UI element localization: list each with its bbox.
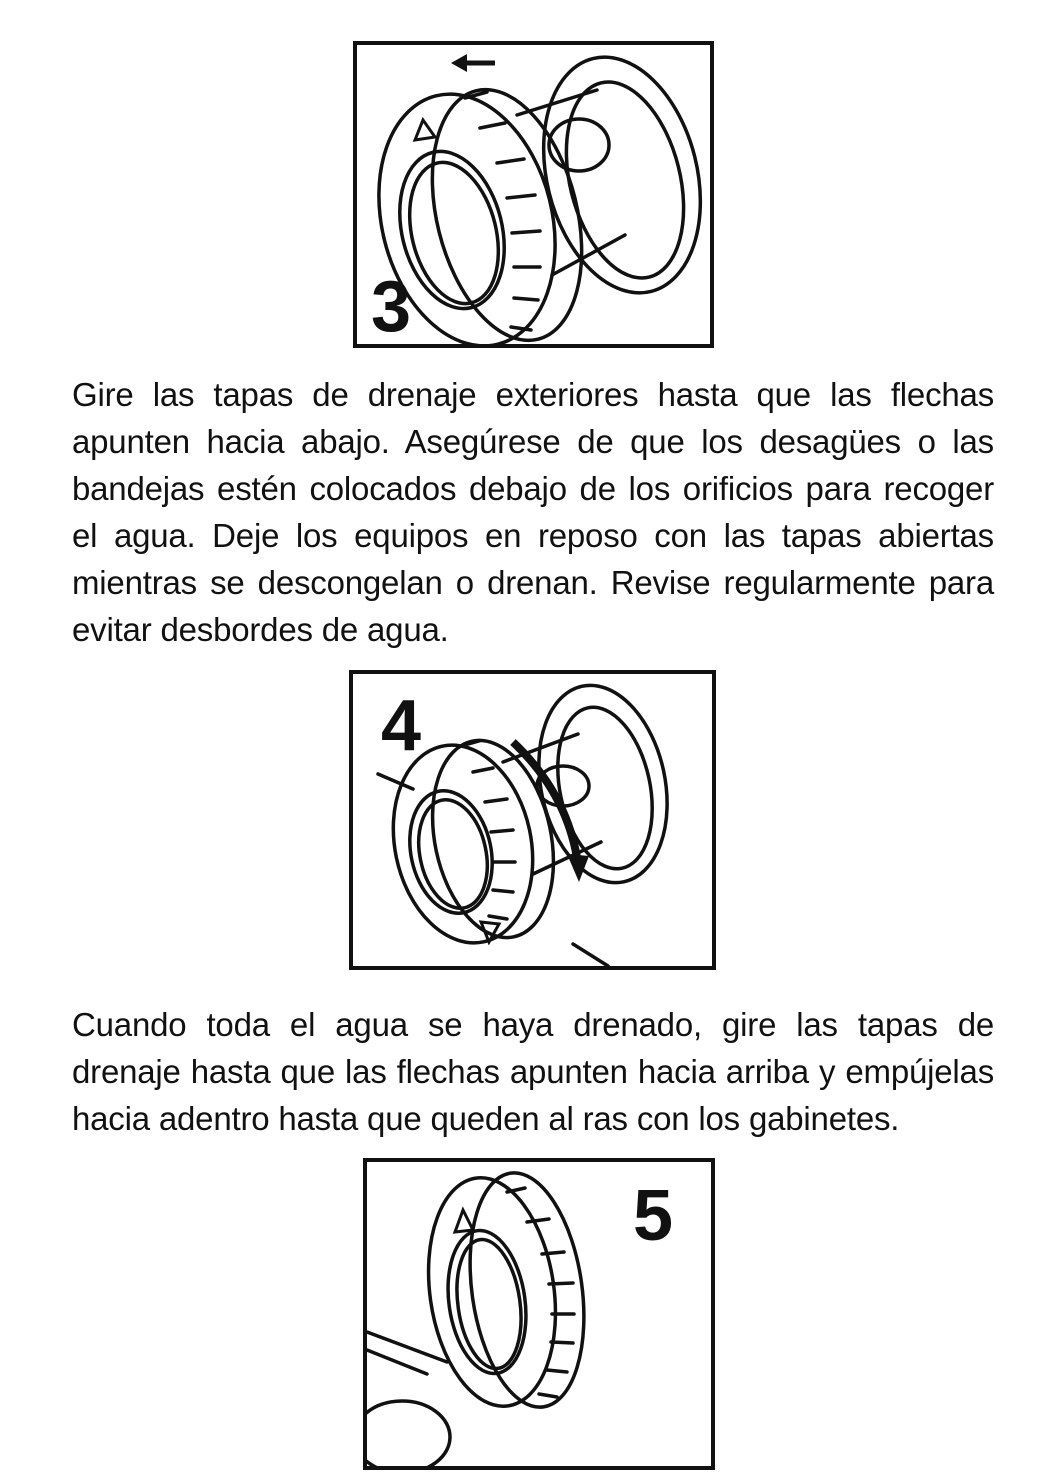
step-number: 3 [371,267,412,347]
step-number: 4 [381,686,422,766]
step-5-illustration-panel [363,1158,715,1470]
triangle-arrow-icon [455,1210,473,1232]
triangle-arrow-icon [415,120,435,140]
instruction-paragraph-step-3: Gire las tapas de drenaje exteriores hasta que las flechas apunten hacia abajo. Asegúrese de que los desagües o las bandejas estén colocados debajo de los orificios para recoger el agua. Deje los equipos en reposo con las tapas abiertas mientras se descongelan o drenan. Revise regularmente para evitar desbordes de agua. [72,376,994,648]
arrow-direction-icon [451,54,495,72]
step-number: 5 [633,1176,674,1256]
step-4-illustration-panel [349,670,716,970]
instruction-paragraph-step-4: Cuando toda el agua se haya drenado, gire las tapas de drenaje hasta que las flechas apunten hacia arriba y empújelas hacia adentro hasta que queden al ras con los gabinetes. [72,1006,994,1137]
step-3-illustration-panel [353,41,714,348]
